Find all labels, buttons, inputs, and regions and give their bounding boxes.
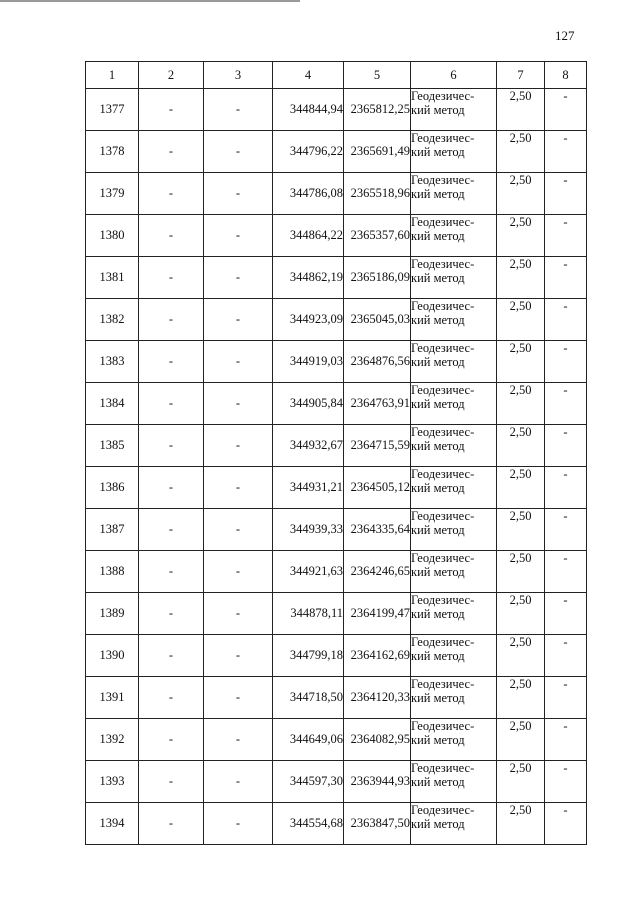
point-number: 1378 (86, 131, 139, 173)
coordinate-y: 2364199,47 (344, 593, 411, 635)
point-number: 1386 (86, 467, 139, 509)
method-cell (411, 341, 497, 383)
accuracy-value: 2,50 (497, 425, 545, 467)
method-line-2: кий метод (411, 775, 465, 789)
coordinate-x: 344844,94 (273, 89, 344, 131)
point-number: 1381 (86, 257, 139, 299)
method-line-1: Геодезичес- (411, 761, 475, 775)
method-line-2: кий метод (411, 733, 465, 747)
point-number: 1377 (86, 89, 139, 131)
method-cell (411, 131, 497, 173)
cell-col3: - (204, 467, 273, 509)
method-cell (411, 635, 497, 677)
table-row (86, 215, 587, 257)
column-header: 6 (411, 62, 497, 89)
method-line-1: Геодезичес- (411, 257, 475, 271)
method-line-1: Геодезичес- (411, 89, 475, 103)
method-line-1: Геодезичес- (411, 551, 475, 565)
method-cell (411, 467, 497, 509)
cell-col2: - (139, 593, 204, 635)
point-number: 1380 (86, 215, 139, 257)
cell-col2: - (139, 425, 204, 467)
column-header: 7 (497, 62, 545, 89)
table-row (86, 677, 587, 719)
method-line-1: Геодезичес- (411, 383, 475, 397)
cell-col3: - (204, 551, 273, 593)
cell-col2: - (139, 173, 204, 215)
coordinate-x: 344939,33 (273, 509, 344, 551)
cell-col3: - (204, 761, 273, 803)
table-row (86, 257, 587, 299)
cell-col2: - (139, 299, 204, 341)
coordinate-y: 2365691,49 (344, 131, 411, 173)
cell-col3: - (204, 383, 273, 425)
coordinate-x: 344864,22 (273, 215, 344, 257)
scan-edge-line (0, 0, 300, 2)
method-cell (411, 215, 497, 257)
table-row (86, 509, 587, 551)
cell-col8: - (545, 173, 587, 215)
cell-col3: - (204, 677, 273, 719)
method-line-2: кий метод (411, 313, 465, 327)
cell-col8: - (545, 467, 587, 509)
cell-col3: - (204, 299, 273, 341)
column-header: 8 (545, 62, 587, 89)
coordinate-y: 2364876,56 (344, 341, 411, 383)
table-row (86, 131, 587, 173)
coordinate-y: 2364162,69 (344, 635, 411, 677)
accuracy-value: 2,50 (497, 215, 545, 257)
accuracy-value: 2,50 (497, 299, 545, 341)
coordinate-x: 344597,30 (273, 761, 344, 803)
table-row (86, 803, 587, 845)
method-line-2: кий метод (411, 817, 465, 831)
method-line-2: кий метод (411, 103, 465, 117)
accuracy-value: 2,50 (497, 677, 545, 719)
cell-col2: - (139, 131, 204, 173)
coordinate-y: 2364082,95 (344, 719, 411, 761)
accuracy-value: 2,50 (497, 509, 545, 551)
cell-col8: - (545, 215, 587, 257)
table-row (86, 299, 587, 341)
method-cell (411, 551, 497, 593)
cell-col3: - (204, 341, 273, 383)
method-cell (411, 719, 497, 761)
coordinate-x: 344919,03 (273, 341, 344, 383)
point-number: 1388 (86, 551, 139, 593)
coordinate-x: 344932,67 (273, 425, 344, 467)
coordinate-y: 2365045,03 (344, 299, 411, 341)
cell-col8: - (545, 761, 587, 803)
page-number: 127 (555, 28, 575, 43)
method-line-1: Геодезичес- (411, 299, 475, 313)
method-cell (411, 593, 497, 635)
table-row (86, 635, 587, 677)
accuracy-value: 2,50 (497, 761, 545, 803)
cell-col2: - (139, 383, 204, 425)
method-line-1: Геодезичес- (411, 425, 475, 439)
coordinate-y: 2365186,09 (344, 257, 411, 299)
cell-col2: - (139, 467, 204, 509)
column-header: 4 (273, 62, 344, 89)
coordinate-x: 344554,68 (273, 803, 344, 845)
method-cell (411, 803, 497, 845)
method-line-1: Геодезичес- (411, 215, 475, 229)
method-cell (411, 383, 497, 425)
coordinate-x: 344923,09 (273, 299, 344, 341)
accuracy-value: 2,50 (497, 467, 545, 509)
cell-col8: - (545, 257, 587, 299)
cell-col3: - (204, 425, 273, 467)
header-row (86, 62, 587, 89)
cell-col2: - (139, 551, 204, 593)
method-line-1: Геодезичес- (411, 593, 475, 607)
method-line-2: кий метод (411, 691, 465, 705)
column-header: 3 (204, 62, 273, 89)
cell-col8: - (545, 341, 587, 383)
cell-col8: - (545, 89, 587, 131)
cell-col2: - (139, 719, 204, 761)
coordinates-table (85, 61, 587, 845)
accuracy-value: 2,50 (497, 341, 545, 383)
method-line-2: кий метод (411, 481, 465, 495)
cell-col2: - (139, 509, 204, 551)
method-line-1: Геодезичес- (411, 803, 475, 817)
point-number: 1394 (86, 803, 139, 845)
accuracy-value: 2,50 (497, 803, 545, 845)
accuracy-value: 2,50 (497, 719, 545, 761)
method-line-2: кий метод (411, 355, 465, 369)
point-number: 1393 (86, 761, 139, 803)
point-number: 1385 (86, 425, 139, 467)
cell-col8: - (545, 383, 587, 425)
method-line-2: кий метод (411, 607, 465, 621)
cell-col2: - (139, 89, 204, 131)
cell-col2: - (139, 341, 204, 383)
point-number: 1383 (86, 341, 139, 383)
method-line-2: кий метод (411, 271, 465, 285)
cell-col2: - (139, 635, 204, 677)
cell-col2: - (139, 677, 204, 719)
method-cell (411, 89, 497, 131)
method-cell (411, 761, 497, 803)
method-line-1: Геодезичес- (411, 173, 475, 187)
method-line-2: кий метод (411, 523, 465, 537)
coordinate-x: 344718,50 (273, 677, 344, 719)
coordinate-y: 2364715,59 (344, 425, 411, 467)
method-line-1: Геодезичес- (411, 719, 475, 733)
coordinate-x: 344799,18 (273, 635, 344, 677)
accuracy-value: 2,50 (497, 89, 545, 131)
method-line-1: Геодезичес- (411, 341, 475, 355)
method-cell (411, 173, 497, 215)
point-number: 1387 (86, 509, 139, 551)
method-line-2: кий метод (411, 229, 465, 243)
cell-col3: - (204, 131, 273, 173)
cell-col3: - (204, 635, 273, 677)
table-row (86, 425, 587, 467)
cell-col8: - (545, 131, 587, 173)
point-number: 1382 (86, 299, 139, 341)
column-header: 1 (86, 62, 139, 89)
table-row (86, 467, 587, 509)
table-row (86, 341, 587, 383)
method-line-1: Геодезичес- (411, 131, 475, 145)
cell-col3: - (204, 215, 273, 257)
coordinate-x: 344796,22 (273, 131, 344, 173)
point-number: 1392 (86, 719, 139, 761)
method-line-1: Геодезичес- (411, 509, 475, 523)
coordinate-x: 344649,06 (273, 719, 344, 761)
cell-col8: - (545, 803, 587, 845)
cell-col2: - (139, 803, 204, 845)
table-row (86, 383, 587, 425)
coordinate-x: 344931,21 (273, 467, 344, 509)
accuracy-value: 2,50 (497, 257, 545, 299)
method-cell (411, 257, 497, 299)
method-line-1: Геодезичес- (411, 677, 475, 691)
coordinate-x: 344921,63 (273, 551, 344, 593)
coordinate-y: 2364120,33 (344, 677, 411, 719)
coordinate-x: 344786,08 (273, 173, 344, 215)
table-row (86, 719, 587, 761)
coordinate-y: 2363847,50 (344, 803, 411, 845)
method-cell (411, 509, 497, 551)
coordinate-y: 2365812,25 (344, 89, 411, 131)
cell-col8: - (545, 635, 587, 677)
method-cell (411, 425, 497, 467)
point-number: 1390 (86, 635, 139, 677)
table-row (86, 593, 587, 635)
point-number: 1379 (86, 173, 139, 215)
coordinate-y: 2364335,64 (344, 509, 411, 551)
cell-col2: - (139, 215, 204, 257)
method-line-2: кий метод (411, 649, 465, 663)
method-line-2: кий метод (411, 565, 465, 579)
method-line-2: кий метод (411, 187, 465, 201)
coordinate-y: 2364763,91 (344, 383, 411, 425)
cell-col2: - (139, 257, 204, 299)
cell-col8: - (545, 425, 587, 467)
accuracy-value: 2,50 (497, 131, 545, 173)
cell-col3: - (204, 173, 273, 215)
coordinate-y: 2364246,65 (344, 551, 411, 593)
cell-col8: - (545, 299, 587, 341)
cell-col8: - (545, 551, 587, 593)
point-number: 1391 (86, 677, 139, 719)
method-line-1: Геодезичес- (411, 635, 475, 649)
cell-col8: - (545, 509, 587, 551)
accuracy-value: 2,50 (497, 593, 545, 635)
table-row (86, 89, 587, 131)
method-line-2: кий метод (411, 439, 465, 453)
table-row (86, 173, 587, 215)
cell-col8: - (545, 593, 587, 635)
accuracy-value: 2,50 (497, 173, 545, 215)
method-cell (411, 299, 497, 341)
coordinate-y: 2364505,12 (344, 467, 411, 509)
cell-col2: - (139, 761, 204, 803)
column-header: 5 (344, 62, 411, 89)
point-number: 1384 (86, 383, 139, 425)
cell-col3: - (204, 593, 273, 635)
method-cell (411, 677, 497, 719)
coordinate-y: 2365518,96 (344, 173, 411, 215)
coordinate-y: 2363944,93 (344, 761, 411, 803)
cell-col3: - (204, 719, 273, 761)
cell-col8: - (545, 677, 587, 719)
method-line-2: кий метод (411, 145, 465, 159)
accuracy-value: 2,50 (497, 635, 545, 677)
method-line-2: кий метод (411, 397, 465, 411)
coordinate-x: 344878,11 (273, 593, 344, 635)
coordinate-y: 2365357,60 (344, 215, 411, 257)
column-header: 2 (139, 62, 204, 89)
table-row (86, 761, 587, 803)
cell-col8: - (545, 719, 587, 761)
cell-col3: - (204, 257, 273, 299)
method-line-1: Геодезичес- (411, 467, 475, 481)
cell-col3: - (204, 89, 273, 131)
cell-col3: - (204, 803, 273, 845)
table-row (86, 551, 587, 593)
coordinate-x: 344862,19 (273, 257, 344, 299)
accuracy-value: 2,50 (497, 551, 545, 593)
point-number: 1389 (86, 593, 139, 635)
coordinate-x: 344905,84 (273, 383, 344, 425)
cell-col3: - (204, 509, 273, 551)
accuracy-value: 2,50 (497, 383, 545, 425)
